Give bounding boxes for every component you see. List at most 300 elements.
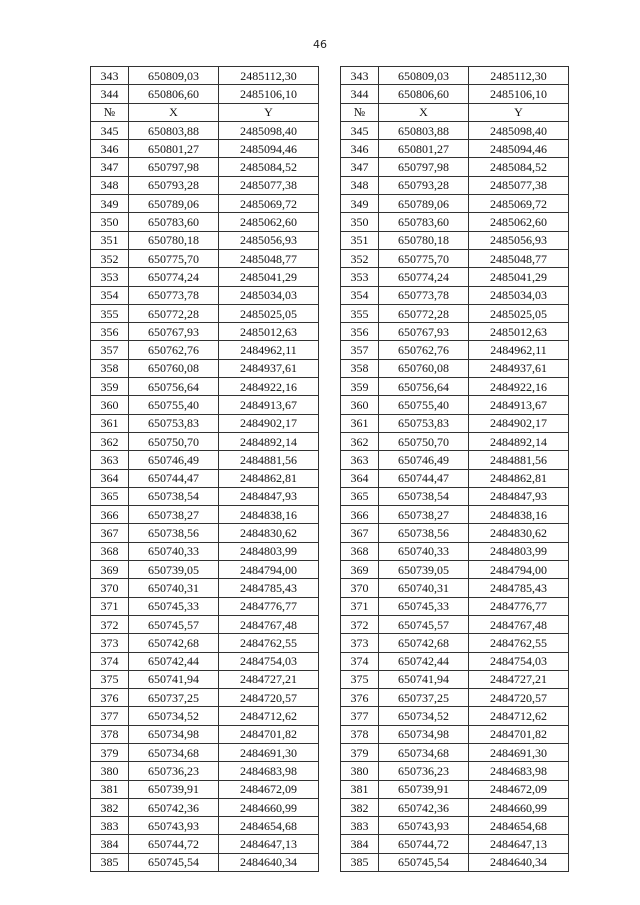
- left-x-cell: 650783,60: [129, 213, 219, 231]
- right-number-cell: 382: [341, 798, 379, 816]
- left-x-cell: 650734,52: [129, 707, 219, 725]
- table-row: [91, 195, 569, 213]
- column-gap: [319, 689, 341, 707]
- table-row: [91, 67, 569, 85]
- column-gap: [319, 158, 341, 176]
- right-y-cell: 2485041,29: [469, 268, 569, 286]
- right-x-cell: 650755,40: [379, 396, 469, 414]
- column-gap: [319, 817, 341, 835]
- right-x-cell: 650783,60: [379, 213, 469, 231]
- left-y-cell: 2485098,40: [219, 121, 319, 139]
- left-x-cell: 650755,40: [129, 396, 219, 414]
- right-number-cell: 360: [341, 396, 379, 414]
- table-row: [91, 561, 569, 579]
- right-y-cell: 2484862,81: [469, 469, 569, 487]
- column-gap: [319, 414, 341, 432]
- left-x-cell: 650767,93: [129, 323, 219, 341]
- right-number-cell: 347: [341, 158, 379, 176]
- left-x-cell: 650773,78: [129, 286, 219, 304]
- right-x-cell: 650801,27: [379, 140, 469, 158]
- left-y-cell: 2484902,17: [219, 414, 319, 432]
- column-gap: [319, 67, 341, 85]
- left-x-cell: 650738,56: [129, 524, 219, 542]
- right-number-cell: 358: [341, 359, 379, 377]
- right-x-cell: 650736,23: [379, 762, 469, 780]
- table-row: [91, 835, 569, 853]
- right-number-cell: 346: [341, 140, 379, 158]
- right-x-cell: 650762,76: [379, 341, 469, 359]
- left-x-cell: 650793,28: [129, 176, 219, 194]
- column-gap: [319, 140, 341, 158]
- column-gap: [319, 542, 341, 560]
- right-y-cell: 2484701,82: [469, 725, 569, 743]
- left-y-cell: 2485056,93: [219, 231, 319, 249]
- left-y-cell: 2484937,61: [219, 359, 319, 377]
- table-row: [91, 487, 569, 505]
- left-number-cell: 373: [91, 634, 129, 652]
- left-number-cell: 359: [91, 378, 129, 396]
- table-row: [91, 414, 569, 432]
- right-x-cell: 650746,49: [379, 451, 469, 469]
- left-number-cell: 358: [91, 359, 129, 377]
- left-number-cell: 384: [91, 835, 129, 853]
- left-y-cell: 2484913,67: [219, 396, 319, 414]
- left-number-cell: 348: [91, 176, 129, 194]
- right-y-cell: 2485025,05: [469, 304, 569, 322]
- column-gap: [319, 121, 341, 139]
- right-y-cell: 2484785,43: [469, 579, 569, 597]
- left-y-cell: 2484862,81: [219, 469, 319, 487]
- right-x-cell: 650756,64: [379, 378, 469, 396]
- left-x-cell: 650753,83: [129, 414, 219, 432]
- right-x-cell: 650750,70: [379, 432, 469, 450]
- right-number-cell: 348: [341, 176, 379, 194]
- table-row: [91, 469, 569, 487]
- right-x-cell: 650738,27: [379, 506, 469, 524]
- table-row: [91, 158, 569, 176]
- left-x-cell: 650797,98: [129, 158, 219, 176]
- left-y-cell: 2484794,00: [219, 561, 319, 579]
- right-x-cell: 650760,08: [379, 359, 469, 377]
- left-y-cell: 2484847,93: [219, 487, 319, 505]
- table-row: [91, 707, 569, 725]
- right-number-cell: 354: [341, 286, 379, 304]
- right-number-cell: 374: [341, 652, 379, 670]
- left-number-cell: 352: [91, 249, 129, 267]
- table-row: [91, 396, 569, 414]
- left-x-cell: 650746,49: [129, 451, 219, 469]
- left-number-cell: 363: [91, 451, 129, 469]
- left-x-cell: 650734,98: [129, 725, 219, 743]
- left-x-cell: 650737,25: [129, 689, 219, 707]
- column-gap: [319, 304, 341, 322]
- right-x-cell: 650739,91: [379, 780, 469, 798]
- left-y-cell: 2484762,55: [219, 634, 319, 652]
- right-x-cell: 650774,24: [379, 268, 469, 286]
- left-y-cell: 2484654,68: [219, 817, 319, 835]
- right-y-cell: 2484881,56: [469, 451, 569, 469]
- left-y-cell: 2484727,21: [219, 670, 319, 688]
- left-number-cell: 374: [91, 652, 129, 670]
- left-number-cell: 347: [91, 158, 129, 176]
- right-x-cell: 650745,57: [379, 615, 469, 633]
- right-y-cell: 2485012,63: [469, 323, 569, 341]
- column-gap: [319, 396, 341, 414]
- right-y-cell: 2485048,77: [469, 249, 569, 267]
- right-y-cell: 2484672,09: [469, 780, 569, 798]
- left-number-header: №: [91, 103, 129, 121]
- table-row: [91, 140, 569, 158]
- table-row: [91, 597, 569, 615]
- left-number-cell: 355: [91, 304, 129, 322]
- left-y-cell: 2485012,63: [219, 323, 319, 341]
- right-x-cell: 650803,88: [379, 121, 469, 139]
- table-row: [91, 249, 569, 267]
- column-gap: [319, 268, 341, 286]
- left-number-cell: 367: [91, 524, 129, 542]
- right-number-cell: 369: [341, 561, 379, 579]
- right-number-cell: 349: [341, 195, 379, 213]
- right-y-cell: 2484660,99: [469, 798, 569, 816]
- right-x-cell: 650780,18: [379, 231, 469, 249]
- left-number-cell: 376: [91, 689, 129, 707]
- column-gap: [319, 451, 341, 469]
- left-x-cell: 650739,05: [129, 561, 219, 579]
- left-number-cell: 377: [91, 707, 129, 725]
- left-y-cell: 2485094,46: [219, 140, 319, 158]
- right-number-cell: 359: [341, 378, 379, 396]
- right-x-cell: 650744,47: [379, 469, 469, 487]
- left-x-cell: 650772,28: [129, 304, 219, 322]
- table-row: [91, 670, 569, 688]
- right-number-cell: 366: [341, 506, 379, 524]
- right-number-cell: 356: [341, 323, 379, 341]
- right-y-cell: 2484902,17: [469, 414, 569, 432]
- right-number-cell: 362: [341, 432, 379, 450]
- column-gap: [319, 85, 341, 103]
- left-y-cell: 2484754,03: [219, 652, 319, 670]
- left-y-cell: 2484767,48: [219, 615, 319, 633]
- right-number-cell: 378: [341, 725, 379, 743]
- right-number-cell: 368: [341, 542, 379, 560]
- left-y-header: Y: [219, 103, 319, 121]
- right-y-cell: 2485106,10: [469, 85, 569, 103]
- left-x-cell: 650739,91: [129, 780, 219, 798]
- right-y-cell: 2484776,77: [469, 597, 569, 615]
- table-row: [91, 780, 569, 798]
- column-gap: [319, 506, 341, 524]
- right-x-cell: 650775,70: [379, 249, 469, 267]
- right-number-cell: 373: [341, 634, 379, 652]
- right-number-cell: 344: [341, 85, 379, 103]
- left-y-cell: 2484683,98: [219, 762, 319, 780]
- table-row: [91, 304, 569, 322]
- left-number-cell: 351: [91, 231, 129, 249]
- column-gap: [319, 432, 341, 450]
- table-row: [91, 853, 569, 871]
- left-number-cell: 343: [91, 67, 129, 85]
- table-row: [91, 323, 569, 341]
- left-y-cell: 2485084,52: [219, 158, 319, 176]
- table-row: [91, 451, 569, 469]
- right-y-cell: 2484922,16: [469, 378, 569, 396]
- right-number-cell: 365: [341, 487, 379, 505]
- right-y-cell: 2484654,68: [469, 817, 569, 835]
- right-number-cell: 367: [341, 524, 379, 542]
- right-y-cell: 2484691,30: [469, 743, 569, 761]
- right-x-cell: 650809,03: [379, 67, 469, 85]
- left-number-cell: 369: [91, 561, 129, 579]
- right-x-cell: 650739,05: [379, 561, 469, 579]
- right-y-cell: 2484830,62: [469, 524, 569, 542]
- left-number-cell: 356: [91, 323, 129, 341]
- column-gap: [319, 615, 341, 633]
- right-y-cell: 2484962,11: [469, 341, 569, 359]
- right-x-cell: 650742,36: [379, 798, 469, 816]
- right-number-cell: 345: [341, 121, 379, 139]
- left-y-cell: 2484838,16: [219, 506, 319, 524]
- left-x-cell: 650780,18: [129, 231, 219, 249]
- column-gap: [319, 103, 341, 121]
- left-number-cell: 385: [91, 853, 129, 871]
- left-y-cell: 2485041,29: [219, 268, 319, 286]
- left-x-cell: 650809,03: [129, 67, 219, 85]
- right-number-cell: 376: [341, 689, 379, 707]
- right-number-cell: 385: [341, 853, 379, 871]
- table-row: [91, 652, 569, 670]
- right-y-cell: 2484640,34: [469, 853, 569, 871]
- right-y-cell: 2484913,67: [469, 396, 569, 414]
- right-number-cell: 353: [341, 268, 379, 286]
- left-x-cell: 650745,57: [129, 615, 219, 633]
- left-x-cell: 650756,64: [129, 378, 219, 396]
- right-y-cell: 2484892,14: [469, 432, 569, 450]
- right-number-cell: 363: [341, 451, 379, 469]
- left-x-cell: 650740,31: [129, 579, 219, 597]
- left-number-cell: 370: [91, 579, 129, 597]
- right-y-cell: 2484683,98: [469, 762, 569, 780]
- left-number-cell: 350: [91, 213, 129, 231]
- left-x-cell: 650742,44: [129, 652, 219, 670]
- left-x-cell: 650740,33: [129, 542, 219, 560]
- right-x-cell: 650742,44: [379, 652, 469, 670]
- left-y-cell: 2485048,77: [219, 249, 319, 267]
- left-x-cell: 650743,93: [129, 817, 219, 835]
- left-y-cell: 2484803,99: [219, 542, 319, 560]
- column-gap: [319, 835, 341, 853]
- left-y-cell: 2484720,57: [219, 689, 319, 707]
- column-gap: [319, 670, 341, 688]
- left-y-cell: 2484701,82: [219, 725, 319, 743]
- column-gap: [319, 341, 341, 359]
- right-number-cell: 351: [341, 231, 379, 249]
- right-y-cell: 2484712,62: [469, 707, 569, 725]
- right-number-cell: 379: [341, 743, 379, 761]
- left-number-cell: 365: [91, 487, 129, 505]
- coordinates-table-body: [91, 67, 569, 872]
- right-number-cell: 380: [341, 762, 379, 780]
- table-row: [91, 615, 569, 633]
- left-x-cell: 650801,27: [129, 140, 219, 158]
- table-row: [91, 359, 569, 377]
- right-y-cell: 2485056,93: [469, 231, 569, 249]
- left-y-cell: 2484830,62: [219, 524, 319, 542]
- right-number-cell: 370: [341, 579, 379, 597]
- right-y-cell: 2485077,38: [469, 176, 569, 194]
- left-y-cell: 2484640,34: [219, 853, 319, 871]
- left-x-header: X: [129, 103, 219, 121]
- right-y-cell: 2485069,72: [469, 195, 569, 213]
- right-y-cell: 2485112,30: [469, 67, 569, 85]
- table-row: [91, 634, 569, 652]
- left-x-cell: 650803,88: [129, 121, 219, 139]
- left-number-cell: 380: [91, 762, 129, 780]
- right-y-cell: 2485098,40: [469, 121, 569, 139]
- right-y-cell: 2484803,99: [469, 542, 569, 560]
- left-number-cell: 345: [91, 121, 129, 139]
- column-gap: [319, 634, 341, 652]
- left-number-cell: 349: [91, 195, 129, 213]
- right-number-cell: 357: [341, 341, 379, 359]
- table-row: [91, 506, 569, 524]
- table-row: [91, 85, 569, 103]
- left-y-cell: 2484660,99: [219, 798, 319, 816]
- left-y-cell: 2484647,13: [219, 835, 319, 853]
- column-gap: [319, 249, 341, 267]
- right-x-header: X: [379, 103, 469, 121]
- left-number-cell: 361: [91, 414, 129, 432]
- column-gap: [319, 487, 341, 505]
- left-number-cell: 360: [91, 396, 129, 414]
- left-number-cell: 357: [91, 341, 129, 359]
- left-y-cell: 2484962,11: [219, 341, 319, 359]
- column-gap: [319, 707, 341, 725]
- table-header-row: [91, 103, 569, 121]
- column-gap: [319, 743, 341, 761]
- right-x-cell: 650734,52: [379, 707, 469, 725]
- right-number-cell: 384: [341, 835, 379, 853]
- right-x-cell: 650740,33: [379, 542, 469, 560]
- right-x-cell: 650767,93: [379, 323, 469, 341]
- table-row: [91, 432, 569, 450]
- column-gap: [319, 780, 341, 798]
- left-y-cell: 2485106,10: [219, 85, 319, 103]
- column-gap: [319, 195, 341, 213]
- table-row: [91, 121, 569, 139]
- right-y-cell: 2485034,03: [469, 286, 569, 304]
- coordinates-table: [90, 66, 569, 872]
- left-y-cell: 2484892,14: [219, 432, 319, 450]
- table-row: [91, 817, 569, 835]
- left-number-cell: 383: [91, 817, 129, 835]
- left-x-cell: 650744,47: [129, 469, 219, 487]
- left-x-cell: 650775,70: [129, 249, 219, 267]
- column-gap: [319, 597, 341, 615]
- right-number-cell: 361: [341, 414, 379, 432]
- table-row: [91, 341, 569, 359]
- left-y-cell: 2484922,16: [219, 378, 319, 396]
- right-x-cell: 650753,83: [379, 414, 469, 432]
- right-number-cell: 343: [341, 67, 379, 85]
- left-x-cell: 650741,94: [129, 670, 219, 688]
- table-row: [91, 743, 569, 761]
- left-y-cell: 2484712,62: [219, 707, 319, 725]
- right-y-cell: 2485084,52: [469, 158, 569, 176]
- left-y-cell: 2484672,09: [219, 780, 319, 798]
- table-row: [91, 762, 569, 780]
- right-y-cell: 2484720,57: [469, 689, 569, 707]
- right-y-cell: 2484937,61: [469, 359, 569, 377]
- left-x-cell: 650745,33: [129, 597, 219, 615]
- right-y-cell: 2484754,03: [469, 652, 569, 670]
- table-row: [91, 286, 569, 304]
- page-number: 46: [313, 38, 327, 51]
- right-x-cell: 650745,54: [379, 853, 469, 871]
- left-number-cell: 362: [91, 432, 129, 450]
- left-number-cell: 375: [91, 670, 129, 688]
- table-row: [91, 542, 569, 560]
- right-y-cell: 2484794,00: [469, 561, 569, 579]
- column-gap: [319, 725, 341, 743]
- right-x-cell: 650772,28: [379, 304, 469, 322]
- right-x-cell: 650737,25: [379, 689, 469, 707]
- table-row: [91, 176, 569, 194]
- right-x-cell: 650806,60: [379, 85, 469, 103]
- column-gap: [319, 176, 341, 194]
- left-x-cell: 650750,70: [129, 432, 219, 450]
- table-row: [91, 524, 569, 542]
- table-row: [91, 213, 569, 231]
- right-x-cell: 650745,33: [379, 597, 469, 615]
- column-gap: [319, 524, 341, 542]
- right-y-cell: 2484762,55: [469, 634, 569, 652]
- left-y-cell: 2485112,30: [219, 67, 319, 85]
- right-number-cell: 381: [341, 780, 379, 798]
- left-number-cell: 364: [91, 469, 129, 487]
- left-number-cell: 381: [91, 780, 129, 798]
- right-number-header: №: [341, 103, 379, 121]
- right-x-cell: 650773,78: [379, 286, 469, 304]
- column-gap: [319, 469, 341, 487]
- right-number-cell: 352: [341, 249, 379, 267]
- table-row: [91, 378, 569, 396]
- right-y-cell: 2484727,21: [469, 670, 569, 688]
- right-number-cell: 364: [341, 469, 379, 487]
- left-y-cell: 2484691,30: [219, 743, 319, 761]
- right-y-cell: 2484647,13: [469, 835, 569, 853]
- right-x-cell: 650740,31: [379, 579, 469, 597]
- left-x-cell: 650789,06: [129, 195, 219, 213]
- right-x-cell: 650742,68: [379, 634, 469, 652]
- table-row: [91, 579, 569, 597]
- left-number-cell: 371: [91, 597, 129, 615]
- left-x-cell: 650738,27: [129, 506, 219, 524]
- right-x-cell: 650734,68: [379, 743, 469, 761]
- left-y-cell: 2484785,43: [219, 579, 319, 597]
- right-x-cell: 650789,06: [379, 195, 469, 213]
- column-gap: [319, 323, 341, 341]
- left-y-cell: 2485077,38: [219, 176, 319, 194]
- column-gap: [319, 798, 341, 816]
- right-y-cell: 2484847,93: [469, 487, 569, 505]
- right-y-cell: 2484767,48: [469, 615, 569, 633]
- right-number-cell: 375: [341, 670, 379, 688]
- left-y-cell: 2484776,77: [219, 597, 319, 615]
- left-x-cell: 650736,23: [129, 762, 219, 780]
- table-row: [91, 689, 569, 707]
- table-row: [91, 231, 569, 249]
- left-number-cell: 366: [91, 506, 129, 524]
